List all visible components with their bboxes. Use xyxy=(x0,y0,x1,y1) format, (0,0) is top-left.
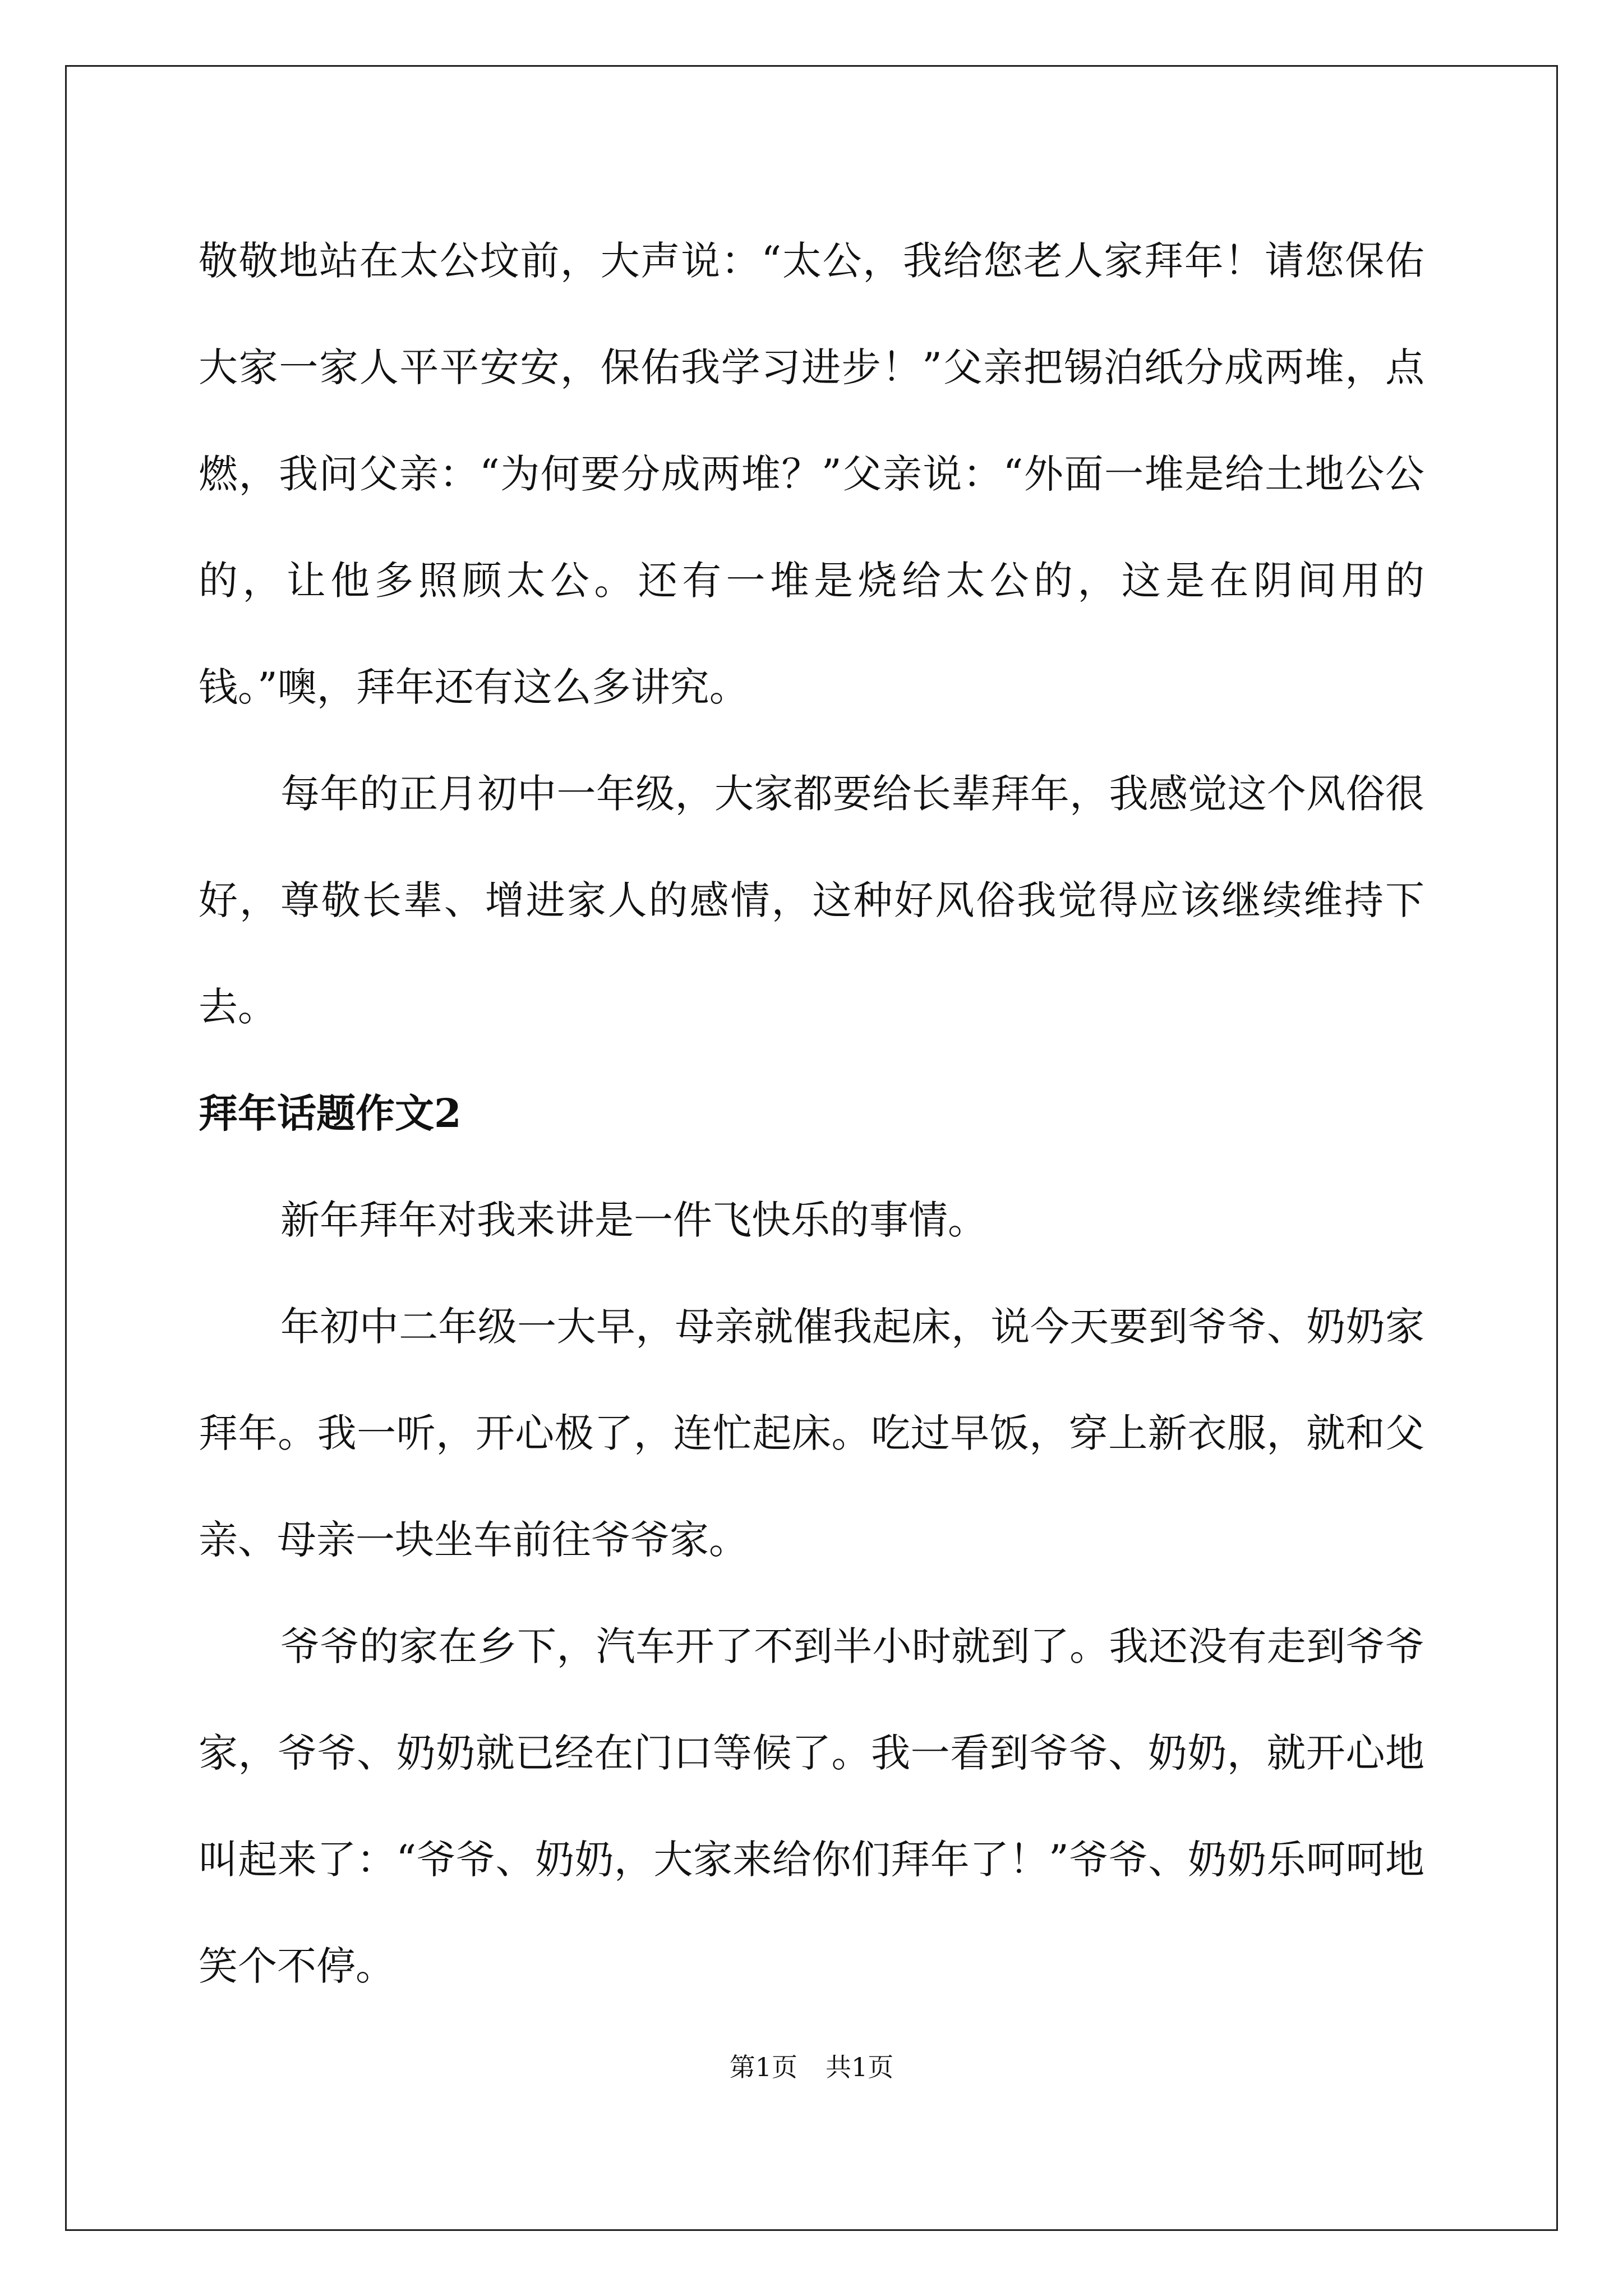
page-total: 共1页 xyxy=(826,2052,894,2082)
section-title: 拜年话题作文2 xyxy=(199,1090,462,1137)
page-number: 第1页 xyxy=(729,2052,797,2082)
paragraph: 年初中二年级一大早，母亲就催我起床，说今天要到爷爷、奶奶家拜年。我一听，开心极了，连忙起床。吃过早饭，穿上新衣服，就和父亲、母亲一块坐车前往爷爷家。 xyxy=(199,1304,1424,1563)
document-body xyxy=(199,208,1424,2019)
page-footer xyxy=(0,2050,1623,2084)
paragraph: 敬敬地站在太公坟前，大声说：“太公，我给您老人家拜年！请您保佑大家一家人平平安安，保佑我学习进步！”父亲把锡泊纸分成两堆，点燃，我问父亲：“为何要分成两堆？”父亲说：“外面一堆是给土地公公的，让他多照顾太公。还有一堆是烧给太公的，这是在阴间用的钱。”噢，拜年还有这么多讲究。 xyxy=(199,238,1424,710)
paragraph: 每年的正月初中一年级，大家都要给长辈拜年，我感觉这个风俗很好，尊敬长辈、增进家人的感情，这种好风俗我觉得应该继续维持下去。 xyxy=(199,771,1424,1030)
paragraph: 爷爷的家在乡下，汽车开了不到半小时就到了。我还没有走到爷爷家，爷爷、奶奶就已经在门口等候了。我一看到爷爷、奶奶，就开心地叫起来了：“爷爷、奶奶，大家来给你们拜年了！”爷爷、奶奶乐呵呵地笑个不停。 xyxy=(199,1623,1424,1989)
paragraph: 新年拜年对我来讲是一件飞快乐的事情。 xyxy=(280,1197,987,1243)
